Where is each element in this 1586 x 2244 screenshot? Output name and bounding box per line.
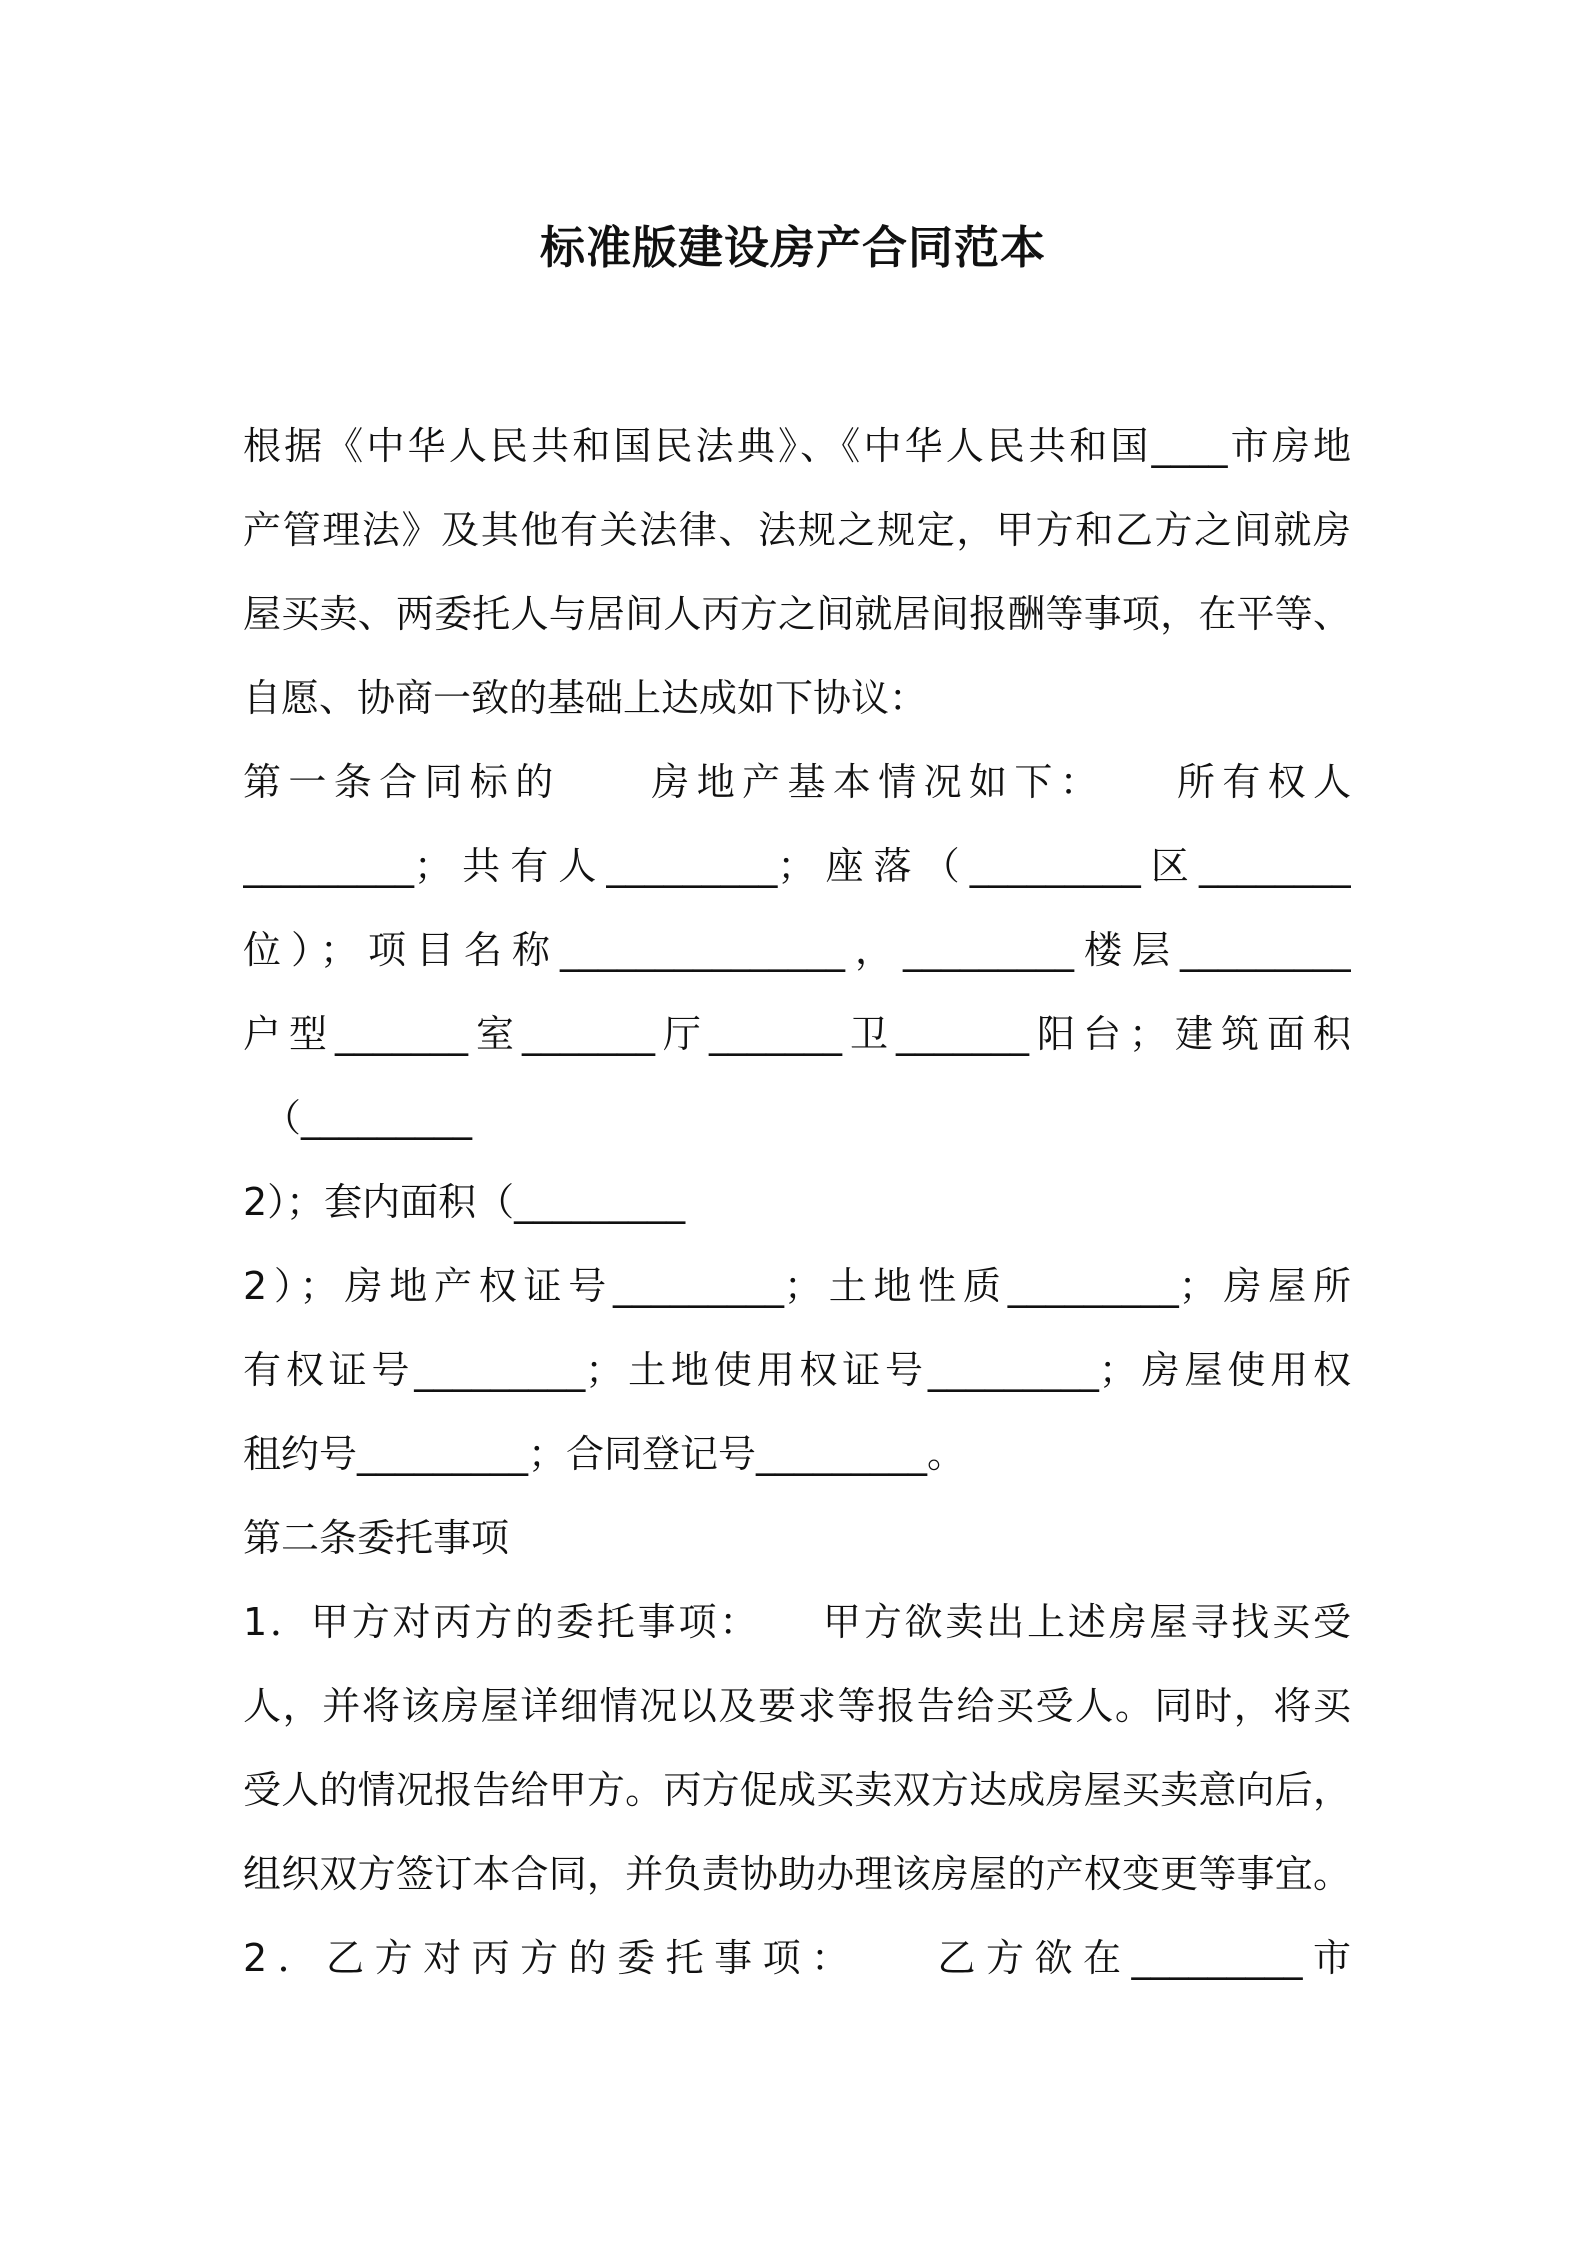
paragraph-line: 产管理法》及其他有关法律、法规之规定，甲方和乙方之间就房 [243, 508, 1351, 552]
paragraph-line: 第一条合同标的 房地产基本情况如下： 所有权人 [243, 760, 1351, 804]
paragraph-line: （_________ [263, 1096, 473, 1140]
paragraph-line: _________；共有人_________；座落（_________区________ [243, 844, 1351, 888]
paragraph-line: 2）；套内面积（_________ [243, 1180, 686, 1224]
section-heading: 第二条委托事项 [243, 1516, 510, 1560]
paragraph-line: 有权证号_________；土地使用权证号_________；房屋使用权 [243, 1348, 1351, 1392]
paragraph-line: 2）；房地产权证号_________；土地性质_________；房屋所 [243, 1264, 1351, 1308]
paragraph-line: 根据《中华人民共和国民法典》、《中华人民共和国____市房地 [243, 424, 1351, 468]
paragraph-line: 户型_______室_______厅_______卫_______阳台；建筑面积 [243, 1012, 1351, 1056]
paragraph-line: 组织双方签订本合同，并负责协助办理该房屋的产权变更等事宜。 [243, 1852, 1351, 1896]
paragraph-line: 自愿、协商一致的基础上达成如下协议： [243, 676, 928, 720]
paragraph-line: 屋买卖、两委托人与居间人丙方之间就居间报酬等事项，在平等、 [243, 592, 1351, 636]
paragraph-line: 租约号_________；合同登记号_________。 [243, 1432, 966, 1476]
paragraph-line: 1．甲方对丙方的委托事项： 甲方欲卖出上述房屋寻找买受 [243, 1600, 1351, 1644]
document-body [243, 404, 1351, 2000]
document-title: 标准版建设房产合同范本 [539, 221, 1046, 274]
paragraph-line: 受人的情况报告给甲方。丙方促成买卖双方达成房屋买卖意向后， [243, 1768, 1351, 1812]
paragraph-line: 人，并将该房屋详细情况以及要求等报告给买受人。同时，将买 [243, 1684, 1351, 1728]
paragraph-line: 2．乙方对丙方的委托事项： 乙方欲在_________市 [243, 1936, 1351, 1980]
paragraph-line: 位）；项目名称_______________，_________楼层_________ [243, 928, 1351, 972]
